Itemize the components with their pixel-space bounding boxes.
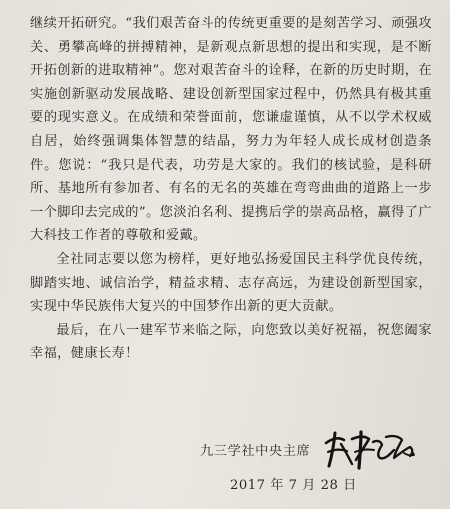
handwritten-signature-icon xyxy=(322,427,418,471)
letter-paragraph-1: 继续开拓研究。“我们艰苦奋斗的传统更重要的是刻苦学习、顽强攻关、勇攀高峰的拼搏精神，是新观点新思想的提出和实现，是不断开拓创新的进取精神”。您对艰苦奋斗的诠释，在新的历史时期，在实施创新驱动发展战略、建设创新型国家过程中，仍然具有极其重要的现实意义。在成绩和荣誉面前，您谦虚谨慎，从不以学术权威自居，始终强调集体智慧的结晶，努力为年轻人成长成材创造条件。您说：“我只是代表，功劳是大家的。我们的核试验，是科研所、基地所有参加者、有名的无名的英雄在弯弯曲曲的道路上一步一个脚印去完成的”。您淡泊名利、提携后学的崇高品格，赢得了广大科技工作者的尊敬和爱戴。 xyxy=(30,16,432,244)
letter-closing xyxy=(200,427,418,471)
letter-paragraph-2: 全社同志要以您为榜样，更好地弘扬爱国民主科学优良传统，脚踏实地、诚信治学，精益求精、志存高远，为建设创新型国家，实现中华民族伟大复兴的中国梦作出新的更大贡献。 xyxy=(30,251,432,315)
letter-date: 2017 年 7 月 28 日 xyxy=(230,478,357,493)
sender-organization: 九三学社中央主席 xyxy=(200,443,311,459)
letter-paragraph-3: 最后，在八一建军节来临之际，向您致以美好祝福，祝您阖家幸福，健康长寿！ xyxy=(30,322,432,362)
letter-body xyxy=(30,12,432,366)
